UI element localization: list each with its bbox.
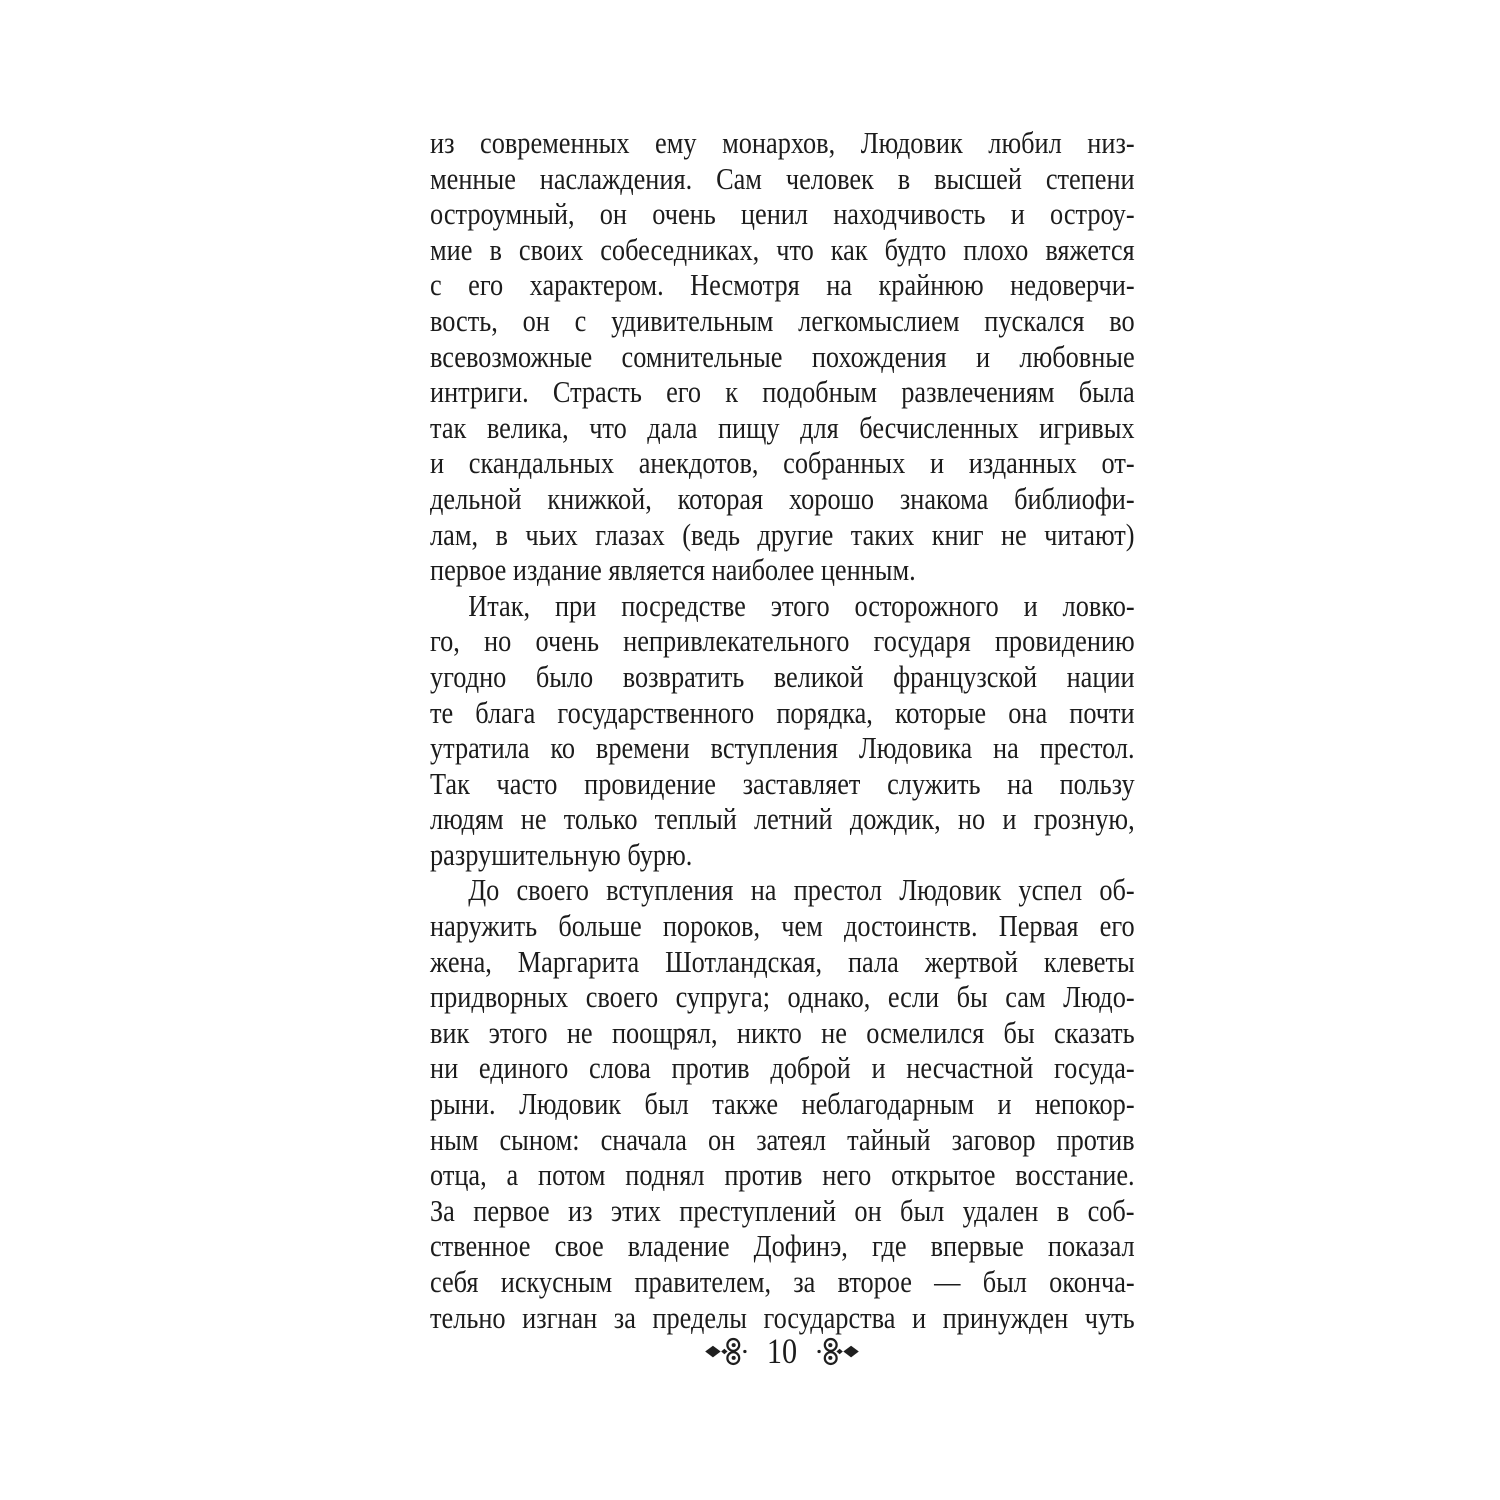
- text-line: Итак, при посредстве этого осторожного и ловко-: [468, 587, 1135, 623]
- text-line: го, но очень непривлекательного государя провидению: [430, 623, 1135, 659]
- text-line: остроумный, он очень ценил находчивость и остроу-: [430, 196, 1135, 232]
- text-line: те блага государственного порядка, которые она почти: [430, 694, 1135, 730]
- text-line: наружить больше пороков, чем достоинств. Первая его: [430, 908, 1135, 944]
- fleuron-ornament-left-icon: [704, 1336, 749, 1367]
- text-line: До своего вступления на престол Людовик успел об-: [468, 872, 1135, 908]
- text-line: угодно было возвратить великой французской нации: [430, 658, 1135, 694]
- text-line: и скандальных анекдотов, собранных и изданных от-: [430, 445, 1135, 481]
- text-line: За первое из этих преступлений он был удален в соб-: [430, 1192, 1135, 1228]
- text-line: менные наслаждения. Сам человек в высшей степени: [430, 160, 1135, 196]
- text-line: придворных своего супруга; однако, если бы сам Людо-: [430, 979, 1135, 1015]
- text-line: отца, а потом поднял против него открытое восстание.: [430, 1157, 1135, 1193]
- text-line: из современных ему монархов, Людовик любил низ-: [430, 125, 1135, 160]
- text-line: мие в своих собеседниках, что как будто плохо вяжется: [430, 231, 1135, 267]
- text-line: себя искусным правителем, за второе — был оконча-: [430, 1264, 1135, 1299]
- text-line: ни единого слова против доброй и несчастной госуда-: [430, 1050, 1135, 1086]
- text-line: так велика, что дала пищу для бесчисленных игривых: [430, 409, 1135, 445]
- text-line: жена, Маргарита Шотландская, пала жертвой клеветы: [430, 943, 1135, 979]
- text-block: [430, 125, 1260, 1335]
- text-line: всевозможные сомнительные похождения и любовные: [430, 338, 1135, 374]
- text-line: утратила ко времени вступления Людовика на престол.: [430, 730, 1135, 766]
- text-line: ственное свое владение Дофинэ, где впервые показал: [430, 1228, 1135, 1264]
- text-line: тельно изгнан за пределы государства и принужден чуть: [430, 1299, 1135, 1335]
- text-line: дельной книжкой, которая хорошо знакома библиофи-: [430, 480, 1135, 516]
- text-line: рыни. Людовик был также неблагодарным и непокор-: [430, 1086, 1135, 1122]
- text-line: лам, в чьих глазах (ведь другие таких книг не читают): [430, 516, 1135, 552]
- text-line: разрушительную бурю.: [430, 836, 693, 872]
- page-footer: [430, 1330, 1134, 1372]
- text-line: первое издание является наиболее ценным.: [430, 552, 916, 588]
- text-line: интриги. Страсть его к подобным развлечениям была: [430, 374, 1135, 410]
- text-line: вик этого не поощрял, никто не осмелился бы сказать: [430, 1014, 1135, 1050]
- text-line: ным сыном: сначала он затеял тайный заговор против: [430, 1121, 1135, 1157]
- page-number: 10: [766, 1331, 798, 1371]
- text-line: Так часто провидение заставляет служить на пользу: [430, 765, 1135, 801]
- fleuron-ornament-right-icon: [815, 1336, 860, 1367]
- text-line: с его характером. Несмотря на крайнюю недоверчи-: [430, 267, 1135, 303]
- text-line: людям не только теплый летний дождик, но и грозную,: [430, 801, 1135, 837]
- text-line: вость, он с удивительным легкомыслием пускался во: [430, 302, 1135, 338]
